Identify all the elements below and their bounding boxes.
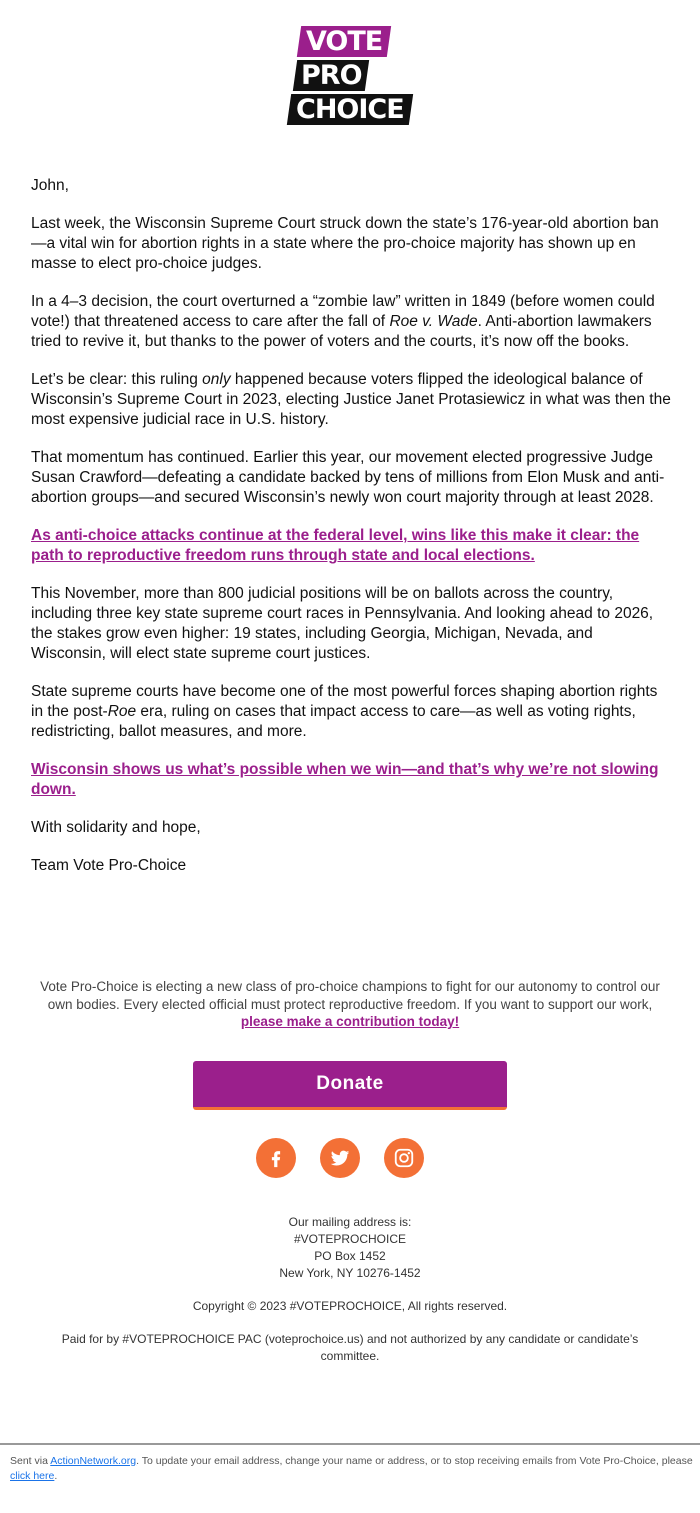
mailing-label: Our mailing address is: bbox=[288, 1215, 412, 1229]
unsubscribe-link[interactable]: click here bbox=[10, 1470, 55, 1482]
twitter-icon[interactable] bbox=[320, 1138, 360, 1178]
copyright: Copyright © 2023 #VOTEPROCHOICE, All rights reserved. bbox=[192, 1299, 508, 1313]
signature: Team Vote Pro-Choice bbox=[31, 857, 187, 874]
paragraph-4: That momentum has continued. Earlier this year, our movement elected progressive Judge Susan Crawford—defeating a candidate backed by tens of millions from Elon Musk and anti-abortion groups—and secured Wisconsin’s newly won court majority through at least 2028. bbox=[31, 449, 665, 506]
paragraph-1: Last week, the Wisconsin Supreme Court struck down the state’s 176-year-old abortion ban—a vital win for abortion rights in a state where the pro-choice majority has shown up en masse to elect pro-choice judges. bbox=[31, 215, 659, 272]
mailing-address bbox=[0, 1214, 700, 1282]
wisconsin-shows-us-link[interactable]: Wisconsin shows us what’s possible when we win—and that’s why we’re not slowing down. bbox=[31, 761, 659, 798]
po-box: PO Box 1452 bbox=[314, 1249, 386, 1263]
actionnetwork-footer bbox=[0, 1443, 700, 1513]
paragraph-link-2 bbox=[31, 760, 671, 800]
paid-for-disclaimer: Paid for by #VOTEPROCHOICE PAC (voteprochoice.us) and not authorized by any candidate or candidate’s committee. bbox=[61, 1332, 639, 1363]
logo-line-pro: PRO bbox=[293, 60, 369, 91]
instagram-icon[interactable] bbox=[384, 1138, 424, 1178]
actionnetwork-footer-text: Sent via ActionNetwork.org. To update your email address, change your name or address, or to stop receiving emails from Vote Pro-Choice, please click here. bbox=[10, 1455, 693, 1482]
paragraph-link-1 bbox=[31, 526, 671, 566]
paragraph-3: Let’s be clear: this ruling only happened because voters flipped the ideological balance of Wisconsin’s Supreme Court in 2023, electing Justice Janet Protasiewicz in what was then the most expensive judicial race in U.S. history. bbox=[31, 371, 671, 428]
facebook-icon[interactable] bbox=[256, 1138, 296, 1178]
paragraph-2: In a 4–3 decision, the court overturned a “zombie law” written in 1849 (before women could vote!) that threatened access to care after the fall of Roe v. Wade. Anti-abortion lawmakers tried to revive it, but thanks to the power of voters and the courts, it’s now off the books. bbox=[31, 293, 655, 350]
actionnetwork-link[interactable]: ActionNetwork.org bbox=[50, 1455, 137, 1467]
contribution-link[interactable]: please make a contribution today! bbox=[240, 1014, 460, 1029]
vote-pro-choice-logo bbox=[289, 26, 411, 126]
logo-line-vote: VOTE bbox=[297, 26, 391, 57]
org-name: #VOTEPROCHOICE bbox=[293, 1232, 407, 1246]
city-line: New York, NY 10276-1452 bbox=[279, 1266, 421, 1280]
donate-button[interactable]: Donate bbox=[193, 1061, 507, 1110]
greeting: John, bbox=[31, 177, 69, 194]
email-body bbox=[31, 176, 671, 894]
footer-note: Vote Pro-Choice is electing a new class of pro-choice champions to fight for our autonomy to control our own bodies. Every elected official must protect reproductive freedom. If you want to support our work, please make a contribution today! bbox=[40, 979, 660, 1029]
logo-line-choice: CHOICE bbox=[287, 94, 413, 125]
paragraph-6: State supreme courts have become one of the most powerful forces shaping abortion rights in the post-Roe era, ruling on cases that impact access to care—as well as voting rights, redistricting, ballot measures, and more. bbox=[31, 683, 658, 740]
state-local-elections-link[interactable]: As anti-choice attacks continue at the federal level, wins like this make it clear: the path to reproductive freedom runs through state and local elections. bbox=[31, 527, 640, 564]
closing: With solidarity and hope, bbox=[31, 819, 201, 836]
paragraph-5: This November, more than 800 judicial positions will be on ballots across the country, including three key state supreme court races in Pennsylvania. And looking ahead to 2026, the stakes grow even higher: 19 states, including Georgia, Michigan, Nevada, and Wisconsin, will elect state supreme court justices. bbox=[31, 585, 654, 662]
